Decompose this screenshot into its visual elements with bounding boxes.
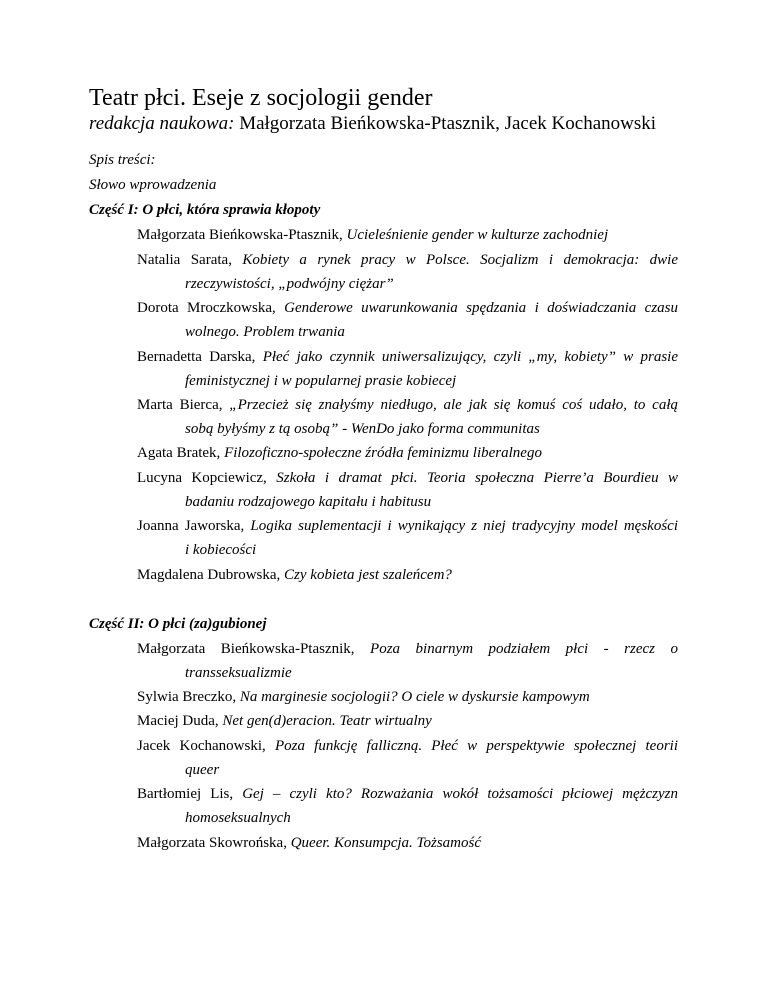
entry-title: Płeć jako czynnik uniwersalizujący, czyli „my, kobiety” w prasie xyxy=(262,349,679,365)
entry-author: Bernadetta Darska, xyxy=(137,349,256,365)
toc-entry xyxy=(137,566,452,584)
entry-title: Queer. Konsumpcja. Tożsamość xyxy=(290,835,482,851)
entry-author: Małgorzata Bieńkowska-Ptasznik, xyxy=(137,641,355,657)
toc-entry xyxy=(137,299,678,317)
editors-role: redakcja naukowa: xyxy=(89,113,235,134)
entry-author: Małgorzata Skowrońska, xyxy=(137,835,287,851)
entry-title-continued: transseksualizmie xyxy=(185,665,292,681)
entry-title-continued: sobą byłyśmy z tą osobą” - WenDo jako forma communitas xyxy=(185,421,540,437)
entry-author: Agata Bratek, xyxy=(137,445,221,461)
part2-heading: Część II: O płci (za)gubionej xyxy=(89,616,267,632)
entry-title: Net gen(d)eracion. Teatr wirtualny xyxy=(222,713,432,729)
toc-entry xyxy=(137,469,678,487)
entry-title: Kobiety a rynek pracy w Polsce. Socjalizm i demokracja: dwie xyxy=(242,252,678,268)
entry-title: Poza binarnym podziałem płci - rzecz o xyxy=(370,641,678,657)
toc-entry xyxy=(137,737,678,755)
entry-title: Gej – czyli kto? Rozważania wokół tożsamości płciowej mężczyzn xyxy=(242,786,678,802)
editors-names: Małgorzata Bieńkowska-Ptasznik, Jacek Kochanowski xyxy=(239,113,657,134)
entry-title-continued: rzeczywistości, „podwójny ciężar” xyxy=(185,276,394,292)
entry-title-continued: queer xyxy=(185,762,220,778)
entry-author: Lucyna Kopciewicz, xyxy=(137,470,267,486)
book-title: Teatr płci. Eseje z socjologii gender xyxy=(89,85,433,111)
entry-title-continued: wolnego. Problem trwania xyxy=(185,324,345,340)
entry-author: Natalia Sarata, xyxy=(137,252,232,268)
toc-entry xyxy=(137,251,678,269)
entry-title: Filozoficzno-społeczne źródła feminizmu liberalnego xyxy=(224,445,542,461)
toc-entry xyxy=(137,444,542,462)
entry-title: Ucieleśnienie gender w kulturze zachodniej xyxy=(346,227,609,243)
entry-author: Magdalena Dubrowska, xyxy=(137,567,281,583)
toc-entry xyxy=(137,712,432,730)
toc-entry xyxy=(137,517,678,535)
entry-author: Jacek Kochanowski, xyxy=(137,738,266,754)
entry-title: Na marginesie socjologii? O ciele w dyskursie kampowym xyxy=(239,689,590,705)
entry-author: Małgorzata Bieńkowska-Ptasznik, xyxy=(137,227,343,243)
entry-title-continued: homoseksualnych xyxy=(185,810,291,826)
entry-title: Genderowe uwarunkowania spędzania i doświadczania czasu xyxy=(284,300,679,316)
entry-title: „Przecież się znałyśmy niedługo, ale jak się komuś coś udało, to całą xyxy=(229,397,679,413)
toc-entry xyxy=(137,785,678,803)
entry-author: Dorota Mroczkowska, xyxy=(137,300,276,316)
toc-entry xyxy=(137,396,678,414)
intro-entry: Słowo wprowadzenia xyxy=(89,177,217,193)
entry-title: Czy kobieta jest szaleńcem? xyxy=(284,567,452,583)
part1-heading: Część I: O płci, która sprawia kłopoty xyxy=(89,202,321,218)
entry-title: Logika suplementacji i wynikający z niej tradycyjny model męskości xyxy=(250,518,678,534)
entry-title: Poza funkcję falliczną. Płeć w perspektywie społecznej teorii xyxy=(274,738,678,754)
toc-heading: Spis treści: xyxy=(89,152,156,168)
entry-title-continued: i kobiecości xyxy=(185,542,257,558)
entry-author: Maciej Duda, xyxy=(137,713,219,729)
editors-line xyxy=(89,113,656,135)
toc-entry xyxy=(137,834,481,852)
entry-author: Sylwia Breczko, xyxy=(137,689,237,705)
toc-entry xyxy=(137,348,678,366)
entry-title-continued: badaniu rodzajowego kapitału i habitusu xyxy=(185,494,432,510)
entry-author: Marta Bierca, xyxy=(137,397,223,413)
entry-author: Joanna Jaworska, xyxy=(137,518,245,534)
entry-title: Szkoła i dramat płci. Teoria społeczna Pierre’a Bourdieu w xyxy=(276,470,679,486)
entry-title-continued: feministycznej i w popularnej prasie kobiecej xyxy=(185,373,457,389)
toc-entry xyxy=(137,688,590,706)
toc-entry xyxy=(137,226,608,244)
entry-author: Bartłomiej Lis, xyxy=(137,786,234,802)
toc-entry xyxy=(137,640,678,658)
